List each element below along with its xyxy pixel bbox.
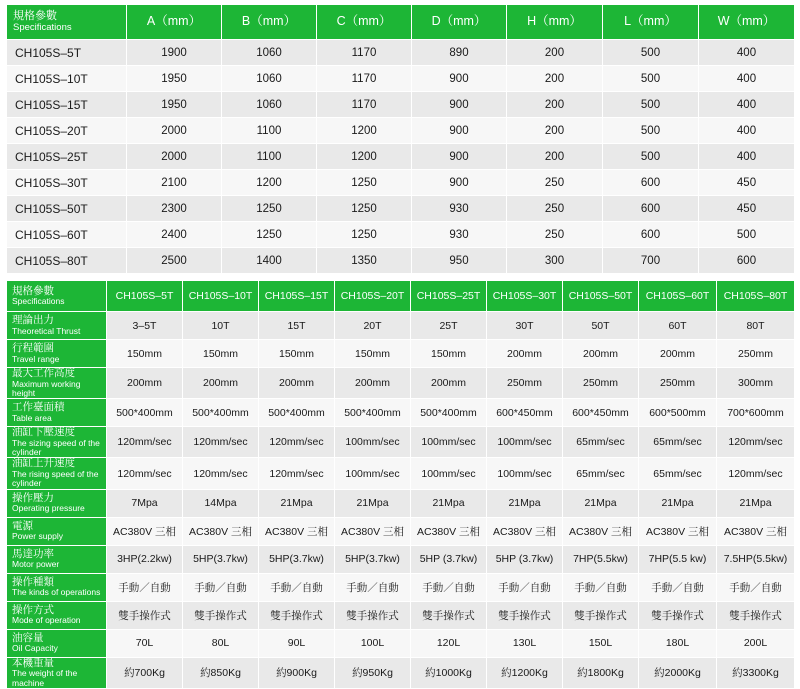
specs-cell: 200mm [183,368,259,399]
dimensions-cell-a: 2300 [127,196,222,222]
dimensions-cell-l: 500 [603,118,699,144]
specs-row-label-cn: 操作方式 [12,603,54,616]
specs-row-label-cn: 操作壓力 [12,491,54,504]
specs-cell: 雙手操作式 [563,601,639,629]
table-row [7,629,795,657]
specs-cell: 200mm [259,368,335,399]
specs-cell: 250mm [487,368,563,399]
specs-cell: 200mm [563,340,639,368]
dimensions-row-model: CH105S–20T [7,118,127,144]
specs-cell: 約1200Kg [487,657,563,688]
dimensions-cell-b: 1250 [222,222,317,248]
specs-cell: 20T [335,312,411,340]
specs-header-model-3: CH105S–15T [259,281,335,312]
specs-cell: 200mm [639,340,717,368]
dimensions-row-model: CH105S–30T [7,170,127,196]
specs-row-label-en: Mode of operation [12,615,81,626]
table-row [7,92,795,118]
table-row [7,601,795,629]
dimensions-cell-d: 900 [412,118,507,144]
specs-cell: 120L [411,629,487,657]
specs-cell: 5HP (3.7kw) [487,545,563,573]
specs-cell: 雙手操作式 [335,601,411,629]
specs-cell: 250mm [717,340,795,368]
specs-cell: 120mm/sec [259,427,335,458]
specs-cell: 約900Kg [259,657,335,688]
dimensions-cell-l: 500 [603,92,699,118]
specs-cell: 65mm/sec [639,458,717,489]
specs-cell: 約2000Kg [639,657,717,688]
specs-cell: 70L [107,629,183,657]
dimensions-cell-h: 200 [507,92,603,118]
dimensions-cell-w: 450 [699,170,795,196]
specs-header-model-8: CH105S–60T [639,281,717,312]
specs-cell: 約850Kg [183,657,259,688]
specs-cell: 120mm/sec [717,427,795,458]
specs-cell: AC380V 三相 [335,517,411,545]
specs-row-label-en: Motor power [12,559,60,570]
specifications-table [6,280,795,689]
specs-row-label-cn: 工作臺面積 [12,401,65,414]
specs-cell: 21Mpa [487,489,563,517]
dimensions-cell-d: 900 [412,66,507,92]
dimensions-cell-c: 1350 [317,248,412,274]
dimensions-row-model: CH105S–50T [7,196,127,222]
specs-cell: 120mm/sec [107,427,183,458]
specs-cell: 手動／自動 [183,573,259,601]
specs-row-label-en: Travel range [12,353,60,364]
specs-cell: AC380V 三相 [563,517,639,545]
dimensions-cell-d: 900 [412,144,507,170]
dimensions-header-b-label: B（mm） [241,14,297,29]
specs-header-model-2: CH105S–10T [183,281,259,312]
dimensions-header-w [699,5,795,40]
dimensions-cell-a: 2500 [127,248,222,274]
specs-cell: 約3300Kg [717,657,795,688]
dimensions-cell-h: 200 [507,144,603,170]
specs-cell: AC380V 三相 [411,517,487,545]
dimensions-table-body [7,40,795,274]
dimensions-header-c-label: C（mm） [336,14,392,29]
specs-row-label-table-area [7,399,107,427]
specs-cell: 手動／自動 [259,573,335,601]
specs-header-model-1: CH105S–5T [107,281,183,312]
specs-cell: 25T [411,312,487,340]
dimensions-cell-h: 200 [507,118,603,144]
specs-header-model-5: CH105S–25T [411,281,487,312]
specs-cell: 雙手操作式 [259,601,335,629]
dimensions-header-b [222,5,317,40]
specs-cell: 150mm [335,340,411,368]
specs-cell: 100mm/sec [487,458,563,489]
dimensions-cell-a: 1950 [127,66,222,92]
specs-cell: 120mm/sec [107,458,183,489]
table-header-row [7,281,795,312]
specs-cell: 100mm/sec [335,458,411,489]
dimensions-header-h [507,5,603,40]
specs-cell: 5HP(3.7kw) [335,545,411,573]
dimensions-cell-d: 900 [412,92,507,118]
dimensions-cell-d: 930 [412,222,507,248]
specs-cell: 90L [259,629,335,657]
specs-row-label-cn: 最大工作高度 [12,367,75,379]
specs-cell: 手動／自動 [717,573,795,601]
dimensions-cell-d: 950 [412,248,507,274]
specs-row-label-max-working-height [7,368,107,399]
specs-row-label-en: Operating pressure [12,503,85,514]
dimensions-cell-b: 1200 [222,170,317,196]
table-row [7,196,795,222]
dimensions-cell-c: 1250 [317,222,412,248]
specs-row-label-cn: 馬達功率 [12,547,54,560]
specs-row-label-cn: 油缸上升速度 [12,457,75,470]
specs-cell: 約700Kg [107,657,183,688]
specs-cell: 100L [335,629,411,657]
specs-cell: 7HP(5.5kw) [563,545,639,573]
dimensions-row-model: CH105S–15T [7,92,127,118]
specs-cell: 250mm [639,368,717,399]
dimensions-cell-w: 600 [699,248,795,274]
dimensions-cell-c: 1170 [317,40,412,66]
specs-cell: 5HP(3.7kw) [183,545,259,573]
specs-cell: 手動／自動 [487,573,563,601]
dimensions-row-model: CH105S–25T [7,144,127,170]
dimensions-cell-w: 400 [699,66,795,92]
specs-cell: 100mm/sec [411,427,487,458]
dimensions-header-l [603,5,699,40]
specs-cell: 500*400mm [335,399,411,427]
specs-cell: 150mm [411,340,487,368]
specs-row-label-oil-capacity [7,629,107,657]
specs-cell: 7HP(5.5 kw) [639,545,717,573]
specs-cell: 80T [717,312,795,340]
specs-cell: 手動／自動 [411,573,487,601]
specs-row-label-en: Maximum working height [12,378,81,398]
specs-cell: 7Mpa [107,489,183,517]
specs-cell: 約950Kg [335,657,411,688]
specs-cell: 600*450mm [487,399,563,427]
specs-cell: 雙手操作式 [487,601,563,629]
table-row [7,170,795,196]
specs-row-label-en: Power supply [12,531,64,542]
dimensions-cell-w: 400 [699,118,795,144]
specs-cell: AC380V 三相 [487,517,563,545]
specs-cell: 700*600mm [717,399,795,427]
dimensions-cell-a: 1950 [127,92,222,118]
specs-cell: 100mm/sec [487,427,563,458]
table-row [7,222,795,248]
specs-row-label-en: The rising speed of the cylinder [12,469,99,489]
dimensions-cell-w: 400 [699,40,795,66]
dimensions-cell-c: 1170 [317,66,412,92]
specs-cell: 100mm/sec [411,458,487,489]
dimensions-cell-l: 500 [603,144,699,170]
dimensions-cell-w: 400 [699,92,795,118]
specs-cell: 130L [487,629,563,657]
specs-cell: 60T [639,312,717,340]
dimensions-cell-a: 2000 [127,144,222,170]
dimensions-cell-w: 500 [699,222,795,248]
dimensions-header-a-label: A（mm） [146,14,202,29]
specs-cell: 雙手操作式 [639,601,717,629]
dimensions-cell-h: 250 [507,196,603,222]
specs-cell: 5HP (3.7kw) [411,545,487,573]
dimensions-cell-l: 600 [603,222,699,248]
table-row [7,66,795,92]
specs-cell: 21Mpa [411,489,487,517]
dimensions-cell-c: 1200 [317,118,412,144]
specs-row-label-en: The weight of the machine [12,668,78,688]
specs-cell: 21Mpa [335,489,411,517]
dimensions-cell-h: 200 [507,40,603,66]
specs-cell: 500*400mm [259,399,335,427]
specs-cell: AC380V 三相 [717,517,795,545]
dimensions-row-model: CH105S–80T [7,248,127,274]
table-row [7,399,795,427]
dimensions-cell-d: 890 [412,40,507,66]
table-row [7,427,795,458]
specs-cell: 180L [639,629,717,657]
dimensions-header-d-label: D（mm） [431,14,487,29]
specs-cell: 150mm [107,340,183,368]
specs-cell: 120mm/sec [717,458,795,489]
dimensions-cell-a: 2400 [127,222,222,248]
specs-cell: 300mm [717,368,795,399]
dimensions-cell-l: 600 [603,170,699,196]
dimensions-cell-a: 2100 [127,170,222,196]
dimensions-cell-d: 900 [412,170,507,196]
dimensions-header-c [317,5,412,40]
specs-cell: 65mm/sec [563,458,639,489]
specs-cell: 雙手操作式 [107,601,183,629]
specs-cell: 200mm [107,368,183,399]
table-row [7,489,795,517]
table-row [7,657,795,688]
specs-cell: 手動／自動 [639,573,717,601]
table-row [7,545,795,573]
specs-cell: 80L [183,629,259,657]
specifications-table-header [7,281,795,312]
dimensions-cell-b: 1400 [222,248,317,274]
specs-cell: AC380V 三相 [639,517,717,545]
specs-cell: 65mm/sec [563,427,639,458]
table-row [7,248,795,274]
dimensions-cell-d: 930 [412,196,507,222]
dimensions-cell-b: 1060 [222,66,317,92]
specs-cell: 手動／自動 [107,573,183,601]
dimensions-cell-h: 300 [507,248,603,274]
specs-row-label-cn: 操作種類 [12,575,54,588]
dimensions-cell-b: 1100 [222,144,317,170]
specs-row-label-en: Oil Capacity [12,643,58,654]
specs-cell: 雙手操作式 [411,601,487,629]
dimensions-cell-h: 250 [507,170,603,196]
dimensions-cell-c: 1170 [317,92,412,118]
specs-cell: 250mm [563,368,639,399]
table-row [7,573,795,601]
dimensions-cell-b: 1060 [222,40,317,66]
specs-cell: 600*500mm [639,399,717,427]
dimensions-header-l-label: L（mm） [624,14,677,29]
dimensions-cell-c: 1250 [317,196,412,222]
dimensions-cell-b: 1100 [222,118,317,144]
specs-row-label-kinds-of-operations [7,573,107,601]
specs-cell: 約1000Kg [411,657,487,688]
specs-header-corner-en: Specifications [12,296,65,307]
specifications-table-body [7,312,795,689]
specs-row-label-en: Theoretical Thrust [12,325,81,336]
table-row [7,144,795,170]
dimensions-header-a [127,5,222,40]
specs-cell: 150L [563,629,639,657]
specs-cell: 21Mpa [717,489,795,517]
specs-row-label-en: Table area [12,412,52,423]
dimensions-table-header [7,5,795,40]
specs-cell: 雙手操作式 [717,601,795,629]
specs-cell: 手動／自動 [335,573,411,601]
specs-row-label-operating-pressure [7,489,107,517]
specs-cell: 100mm/sec [335,427,411,458]
specs-cell: 200mm [335,368,411,399]
dimensions-header-d [412,5,507,40]
specs-cell: 120mm/sec [183,427,259,458]
specs-row-label-travel-range [7,340,107,368]
specs-cell: AC380V 三相 [183,517,259,545]
specs-cell: 200mm [487,340,563,368]
specs-cell: 21Mpa [639,489,717,517]
specs-row-label-cn: 電源 [12,519,33,532]
specs-cell: 10T [183,312,259,340]
specs-cell: 500*400mm [183,399,259,427]
dimensions-cell-h: 200 [507,66,603,92]
table-row [7,368,795,399]
specs-row-label-en: The kinds of operations [12,587,101,598]
specs-cell: 3HP(2.2kw) [107,545,183,573]
dimensions-cell-l: 600 [603,196,699,222]
specs-row-label-cn: 本機重量 [12,656,54,669]
specs-cell: 200L [717,629,795,657]
table-row [7,118,795,144]
table-row [7,458,795,489]
dimensions-cell-a: 1900 [127,40,222,66]
specs-row-label-theoretical-thrust [7,312,107,340]
specs-row-label-cn: 油缸下壓速度 [12,426,75,439]
specs-row-label-cn: 行程範圍 [12,342,54,355]
specs-cell: 120mm/sec [259,458,335,489]
specs-cell: 600*450mm [563,399,639,427]
specs-header-model-9: CH105S–80T [717,281,795,312]
specs-cell: 約1800Kg [563,657,639,688]
specs-cell: 5HP(3.7kw) [259,545,335,573]
table-row [7,312,795,340]
specs-cell: 150mm [183,340,259,368]
dimensions-cell-l: 700 [603,248,699,274]
dimensions-cell-c: 1200 [317,144,412,170]
table-row [7,40,795,66]
specs-cell: 500*400mm [411,399,487,427]
dimensions-row-model: CH105S–5T [7,40,127,66]
specs-cell: 30T [487,312,563,340]
specs-cell: 15T [259,312,335,340]
dimensions-table [6,4,795,274]
specs-cell: 150mm [259,340,335,368]
specs-cell: 21Mpa [563,489,639,517]
specs-row-label-en: The sizing speed of the cylinder [12,437,100,458]
specs-cell: 7.5HP(5.5kw) [717,545,795,573]
specs-header-model-6: CH105S–30T [487,281,563,312]
specs-header-model-4: CH105S–20T [335,281,411,312]
dimensions-header-w-label: W（mm） [717,14,776,29]
dimensions-cell-w: 400 [699,144,795,170]
dimensions-cell-h: 250 [507,222,603,248]
specs-cell: 手動／自動 [563,573,639,601]
specs-cell: 雙手操作式 [183,601,259,629]
dimensions-cell-l: 500 [603,40,699,66]
dimensions-cell-c: 1250 [317,170,412,196]
specs-row-label-motor-power [7,545,107,573]
specs-row-label-power-supply [7,517,107,545]
dimensions-row-model: CH105S–10T [7,66,127,92]
specs-cell: 500*400mm [107,399,183,427]
specs-header-corner-cn: 規格參數 [12,285,54,298]
specs-row-label-cylinder-down-speed [7,427,107,458]
dimensions-cell-w: 450 [699,196,795,222]
dimensions-cell-a: 2000 [127,118,222,144]
specs-cell: 200mm [411,368,487,399]
table-row [7,517,795,545]
dimensions-header-h-label: H（mm） [527,14,582,29]
specs-row-label-mode-of-operation [7,601,107,629]
specs-row-label-cn: 油容量 [12,631,44,644]
specs-cell: AC380V 三相 [259,517,335,545]
specs-header-model-7: CH105S–50T [563,281,639,312]
specs-cell: 65mm/sec [639,427,717,458]
specs-cell: 14Mpa [183,489,259,517]
dimensions-header-specifications-en: Specifications [13,21,72,33]
specs-cell: 50T [563,312,639,340]
dimensions-cell-b: 1250 [222,196,317,222]
specs-row-label-machine-weight [7,657,107,688]
dimensions-cell-b: 1060 [222,92,317,118]
dimensions-header-specifications-cn: 規格參數 [13,10,57,23]
table-header-row [7,5,795,40]
dimensions-row-model: CH105S–60T [7,222,127,248]
specs-cell: 21Mpa [259,489,335,517]
specs-header-corner [7,281,107,312]
specs-row-label-cn: 理論出力 [12,314,54,327]
specs-row-label-cylinder-rise-speed [7,458,107,489]
dimensions-cell-l: 500 [603,66,699,92]
specs-cell: AC380V 三相 [107,517,183,545]
dimensions-header-specifications [7,5,127,40]
table-row [7,340,795,368]
specs-cell: 120mm/sec [183,458,259,489]
specs-cell: 3–5T [107,312,183,340]
